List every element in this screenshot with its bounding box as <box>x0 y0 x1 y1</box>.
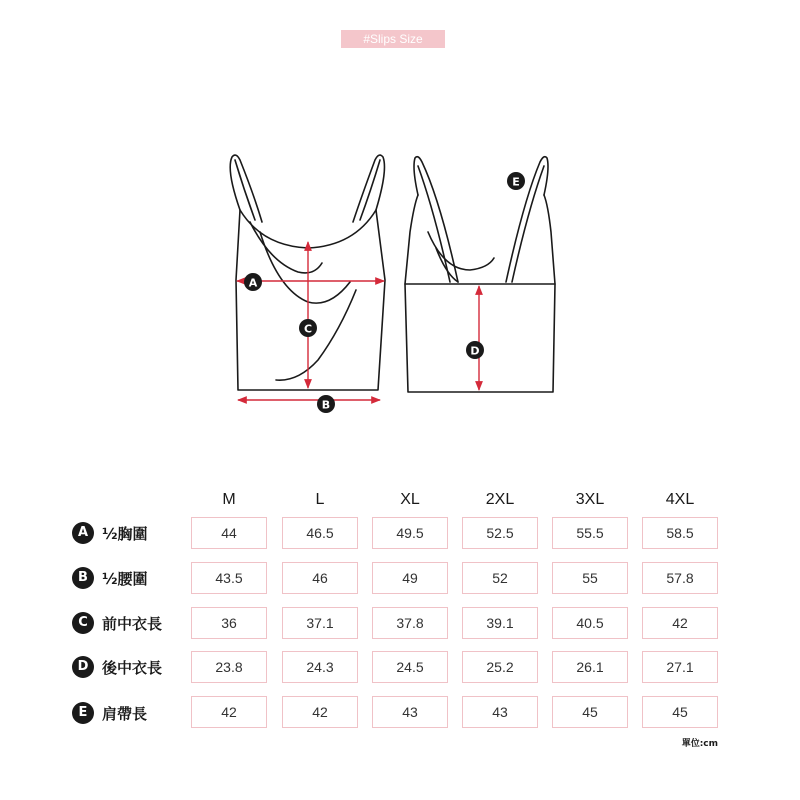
size-chart-title: #Slips Size <box>341 30 445 48</box>
row-text-B: ½腰圍 <box>102 569 148 588</box>
row-label-A <box>72 520 148 546</box>
table-cell: 42 <box>191 696 267 728</box>
front-strap-right-inner <box>360 160 380 220</box>
table-cell: 24.3 <box>282 651 358 683</box>
marker-C-text: C <box>303 322 313 336</box>
marker-A-text: A <box>248 276 258 290</box>
table-cell: 45 <box>552 696 628 728</box>
table-cell: 43 <box>462 696 538 728</box>
table-cell: 23.8 <box>191 651 267 683</box>
table-cell: 46 <box>282 562 358 594</box>
table-cell: 57.8 <box>642 562 718 594</box>
row-label-B <box>72 565 148 591</box>
row-label-D <box>72 654 162 680</box>
row-text-E: 肩帶長 <box>102 704 148 723</box>
size-header-xl: XL <box>400 491 420 508</box>
size-header-2xl: 2XL <box>485 491 515 508</box>
size-header-3xl: 3XL <box>575 491 605 508</box>
table-cell: 36 <box>191 607 267 639</box>
badge-D-marker <box>466 341 484 359</box>
front-strap-right-outer <box>353 155 384 222</box>
row-badge-C: C <box>72 612 94 634</box>
size-header-m: M <box>222 491 236 508</box>
row-badge-E: E <box>72 702 94 724</box>
row-text-D: 後中衣長 <box>102 658 163 677</box>
table-cell: 46.5 <box>282 517 358 549</box>
table-cell: 25.2 <box>462 651 538 683</box>
table-cell: 55.5 <box>552 517 628 549</box>
table-cell: 24.5 <box>372 651 448 683</box>
back-side-left <box>405 195 418 284</box>
row-badge-B: B <box>72 567 94 589</box>
table-cell: 43.5 <box>191 562 267 594</box>
back-body-outline <box>405 284 555 392</box>
table-cell: 27.1 <box>642 651 718 683</box>
front-strap-left-outer <box>230 155 262 222</box>
table-cell: 45 <box>642 696 718 728</box>
row-text-A: ½胸圍 <box>102 524 148 543</box>
badge-A-marker <box>244 273 262 291</box>
badge-B-marker <box>317 395 335 413</box>
table-cell: 39.1 <box>462 607 538 639</box>
table-cell: 37.1 <box>282 607 358 639</box>
table-cell: 49 <box>372 562 448 594</box>
row-badge-A: A <box>72 522 94 544</box>
row-text-C: 前中衣長 <box>102 614 163 633</box>
row-badge-D: D <box>72 656 94 678</box>
marker-E-text: E <box>512 175 520 189</box>
table-cell: 52 <box>462 562 538 594</box>
back-strap-left-inner <box>418 166 450 282</box>
table-cell: 49.5 <box>372 517 448 549</box>
table-cell: 26.1 <box>552 651 628 683</box>
back-side-right <box>544 195 555 284</box>
table-cell: 37.8 <box>372 607 448 639</box>
marker-D-text: D <box>470 344 480 358</box>
badge-C-marker <box>299 319 317 337</box>
table-cell: 44 <box>191 517 267 549</box>
table-cell: 42 <box>282 696 358 728</box>
table-cell: 58.5 <box>642 517 718 549</box>
size-header-4xl: 4XL <box>665 491 695 508</box>
table-cell: 42 <box>642 607 718 639</box>
row-label-C <box>72 610 162 636</box>
row-label-E <box>72 700 147 726</box>
table-cell: 40.5 <box>552 607 628 639</box>
size-header-l: L <box>315 491 325 508</box>
badge-E-marker <box>507 172 525 190</box>
unit-note: 單位:cm <box>681 739 718 749</box>
table-cell: 52.5 <box>462 517 538 549</box>
table-cell: 43 <box>372 696 448 728</box>
marker-B-text: B <box>321 398 331 412</box>
table-cell: 55 <box>552 562 628 594</box>
